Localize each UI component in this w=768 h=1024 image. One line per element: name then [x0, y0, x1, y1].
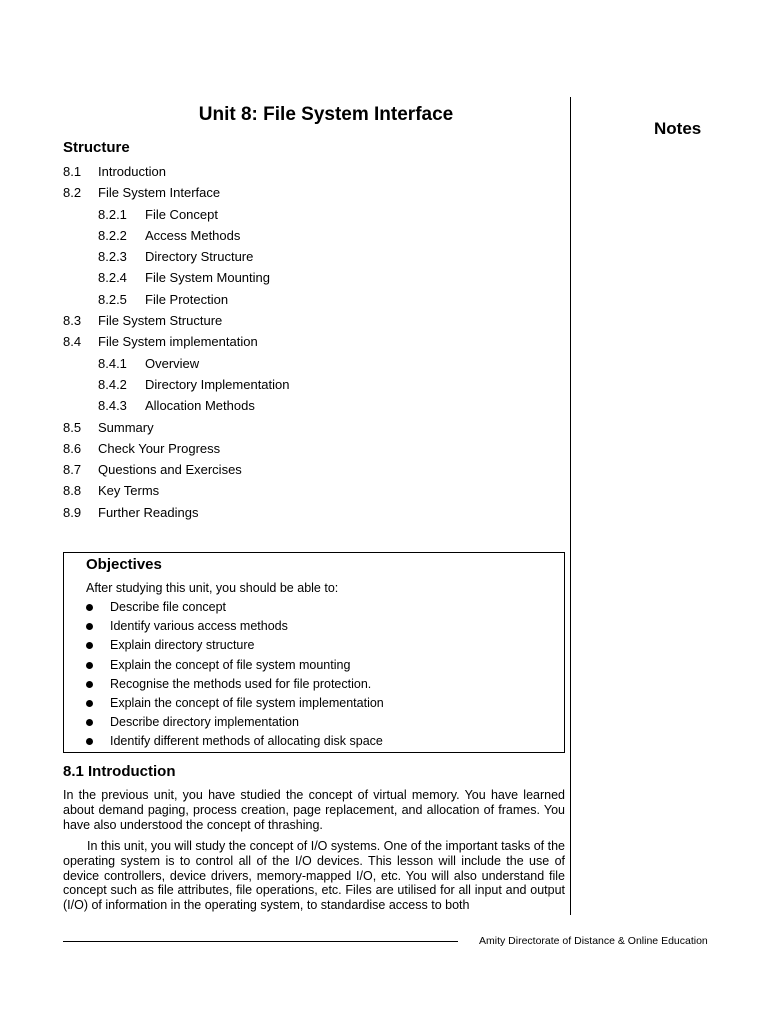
structure-heading: Structure [63, 139, 130, 156]
bullet-icon [86, 642, 93, 649]
toc-entry [63, 289, 563, 310]
toc-entry-number: 8.2.3 [98, 249, 127, 265]
notes-label: Notes [654, 119, 702, 138]
objective-text: Explain the concept of file system implementation [110, 695, 384, 710]
bullet-icon [86, 700, 93, 707]
toc-entry [63, 331, 563, 352]
intro-paragraph-2: In this unit, you will study the concept of I/O systems. One of the important tasks of the operating system is to control all of the I/O devices. This lesson will include the use of device controllers, device drivers, memory-mapped I/O, etc. You will also understand file concept such as file attributes, file operations, etc. Files are utilised for all input and output (I/O) of information in the operating system, to standardise access to both [63, 839, 565, 913]
toc-entry [63, 502, 563, 523]
toc-entry [63, 310, 563, 331]
toc-entry [63, 438, 563, 459]
toc-entry-title: File Concept [145, 206, 218, 222]
margin-divider [570, 97, 571, 915]
toc-entry-number: 8.2.4 [98, 270, 127, 286]
toc-entry-number: 8.4.3 [98, 398, 127, 414]
toc-entry [63, 459, 563, 480]
toc-entry [63, 161, 563, 182]
objective-text: Explain directory structure [110, 638, 255, 653]
objective-text: Describe file concept [110, 600, 227, 614]
toc-entry [63, 395, 563, 416]
objective-text: Recognise the methods used for file protection. [110, 676, 372, 691]
toc-entry-number: 8.2 [63, 185, 82, 201]
toc-entry-title: Questions and Exercises [98, 462, 242, 478]
objectives-list [86, 598, 384, 752]
toc-entry [63, 417, 563, 438]
objective-item [86, 656, 384, 675]
toc-entry-title: File System Mounting [145, 270, 270, 286]
toc-entry-number: 8.4.2 [98, 376, 127, 392]
toc-entry [63, 246, 563, 267]
toc-entry-title: Key Terms [98, 483, 160, 499]
objectives-box [63, 552, 565, 753]
toc-entry [63, 374, 563, 395]
objective-text: Explain the concept of file system mounting [110, 657, 351, 672]
toc-entry-number: 8.2.5 [98, 291, 127, 307]
toc-entry [63, 480, 563, 501]
objective-item [86, 675, 384, 694]
objective-item [86, 636, 384, 655]
objective-text: Identify different methods of allocating disk space [110, 734, 383, 749]
objective-text: Identify various access methods [110, 619, 288, 634]
toc-entry [63, 353, 563, 374]
toc-entry-number: 8.3 [63, 313, 82, 329]
objective-item [86, 598, 384, 617]
footer-text: Amity Directorate of Distance & Online Education [479, 935, 708, 947]
objective-item [86, 732, 384, 751]
toc-entry [63, 182, 563, 203]
toc-entry-number: 8.8 [63, 483, 82, 499]
toc-entry-number: 8.4.1 [98, 355, 127, 371]
toc-entry-title: Summary [98, 419, 154, 435]
objective-item [86, 713, 384, 732]
toc-entry-number: 8.2.2 [98, 227, 127, 243]
bullet-icon [86, 604, 93, 611]
bullet-icon [86, 662, 93, 669]
toc-entry-title: Further Readings [98, 504, 199, 520]
toc-entry-title: Introduction [98, 164, 166, 179]
toc-entry-title: File System implementation [98, 334, 258, 350]
toc-entry-number: 8.9 [63, 504, 82, 520]
toc-entry-number: 8.2.1 [98, 206, 127, 222]
bullet-icon [86, 738, 93, 745]
toc-entry-title: Overview [145, 355, 200, 371]
objectives-heading: Objectives [86, 556, 162, 573]
toc-entry-number: 8.5 [63, 419, 82, 435]
toc-entry-title: File Protection [145, 291, 229, 307]
toc-entry [63, 225, 563, 246]
toc-entry-number: 8.6 [63, 440, 82, 456]
toc-entry-number: 8.4 [63, 334, 82, 350]
table-of-contents [63, 161, 563, 523]
objectives-intro: After studying this unit, you should be able to: [86, 581, 339, 595]
objective-item [86, 617, 384, 636]
bullet-icon [86, 681, 93, 688]
page-title: Unit 8: File System Interface [198, 104, 454, 125]
intro-paragraph-1: In the previous unit, you have studied the concept of virtual memory. You have learned about demand paging, process creation, page replacement, and allocation of frames. You have also understood the concept of thrashing. [63, 788, 565, 832]
toc-entry [63, 267, 563, 288]
toc-entry-title: Access Methods [145, 227, 241, 243]
bullet-icon [86, 719, 93, 726]
bullet-icon [86, 623, 93, 630]
toc-entry-title: Allocation Methods [145, 398, 255, 414]
toc-entry-title: Directory Implementation [145, 376, 290, 392]
toc-entry-title: Directory Structure [145, 249, 254, 265]
toc-entry-title: File System Interface [98, 185, 221, 201]
footer-rule [63, 941, 458, 942]
toc-entry-title: Check Your Progress [98, 440, 221, 456]
toc-entry-title: File System Structure [98, 313, 223, 329]
section-heading-introduction: 8.1 Introduction [63, 763, 176, 780]
toc-entry [63, 204, 563, 225]
toc-entry-number: 8.1 [63, 164, 82, 179]
objective-item [86, 694, 384, 713]
objective-text: Describe directory implementation [110, 715, 299, 730]
toc-entry-number: 8.7 [63, 462, 82, 478]
